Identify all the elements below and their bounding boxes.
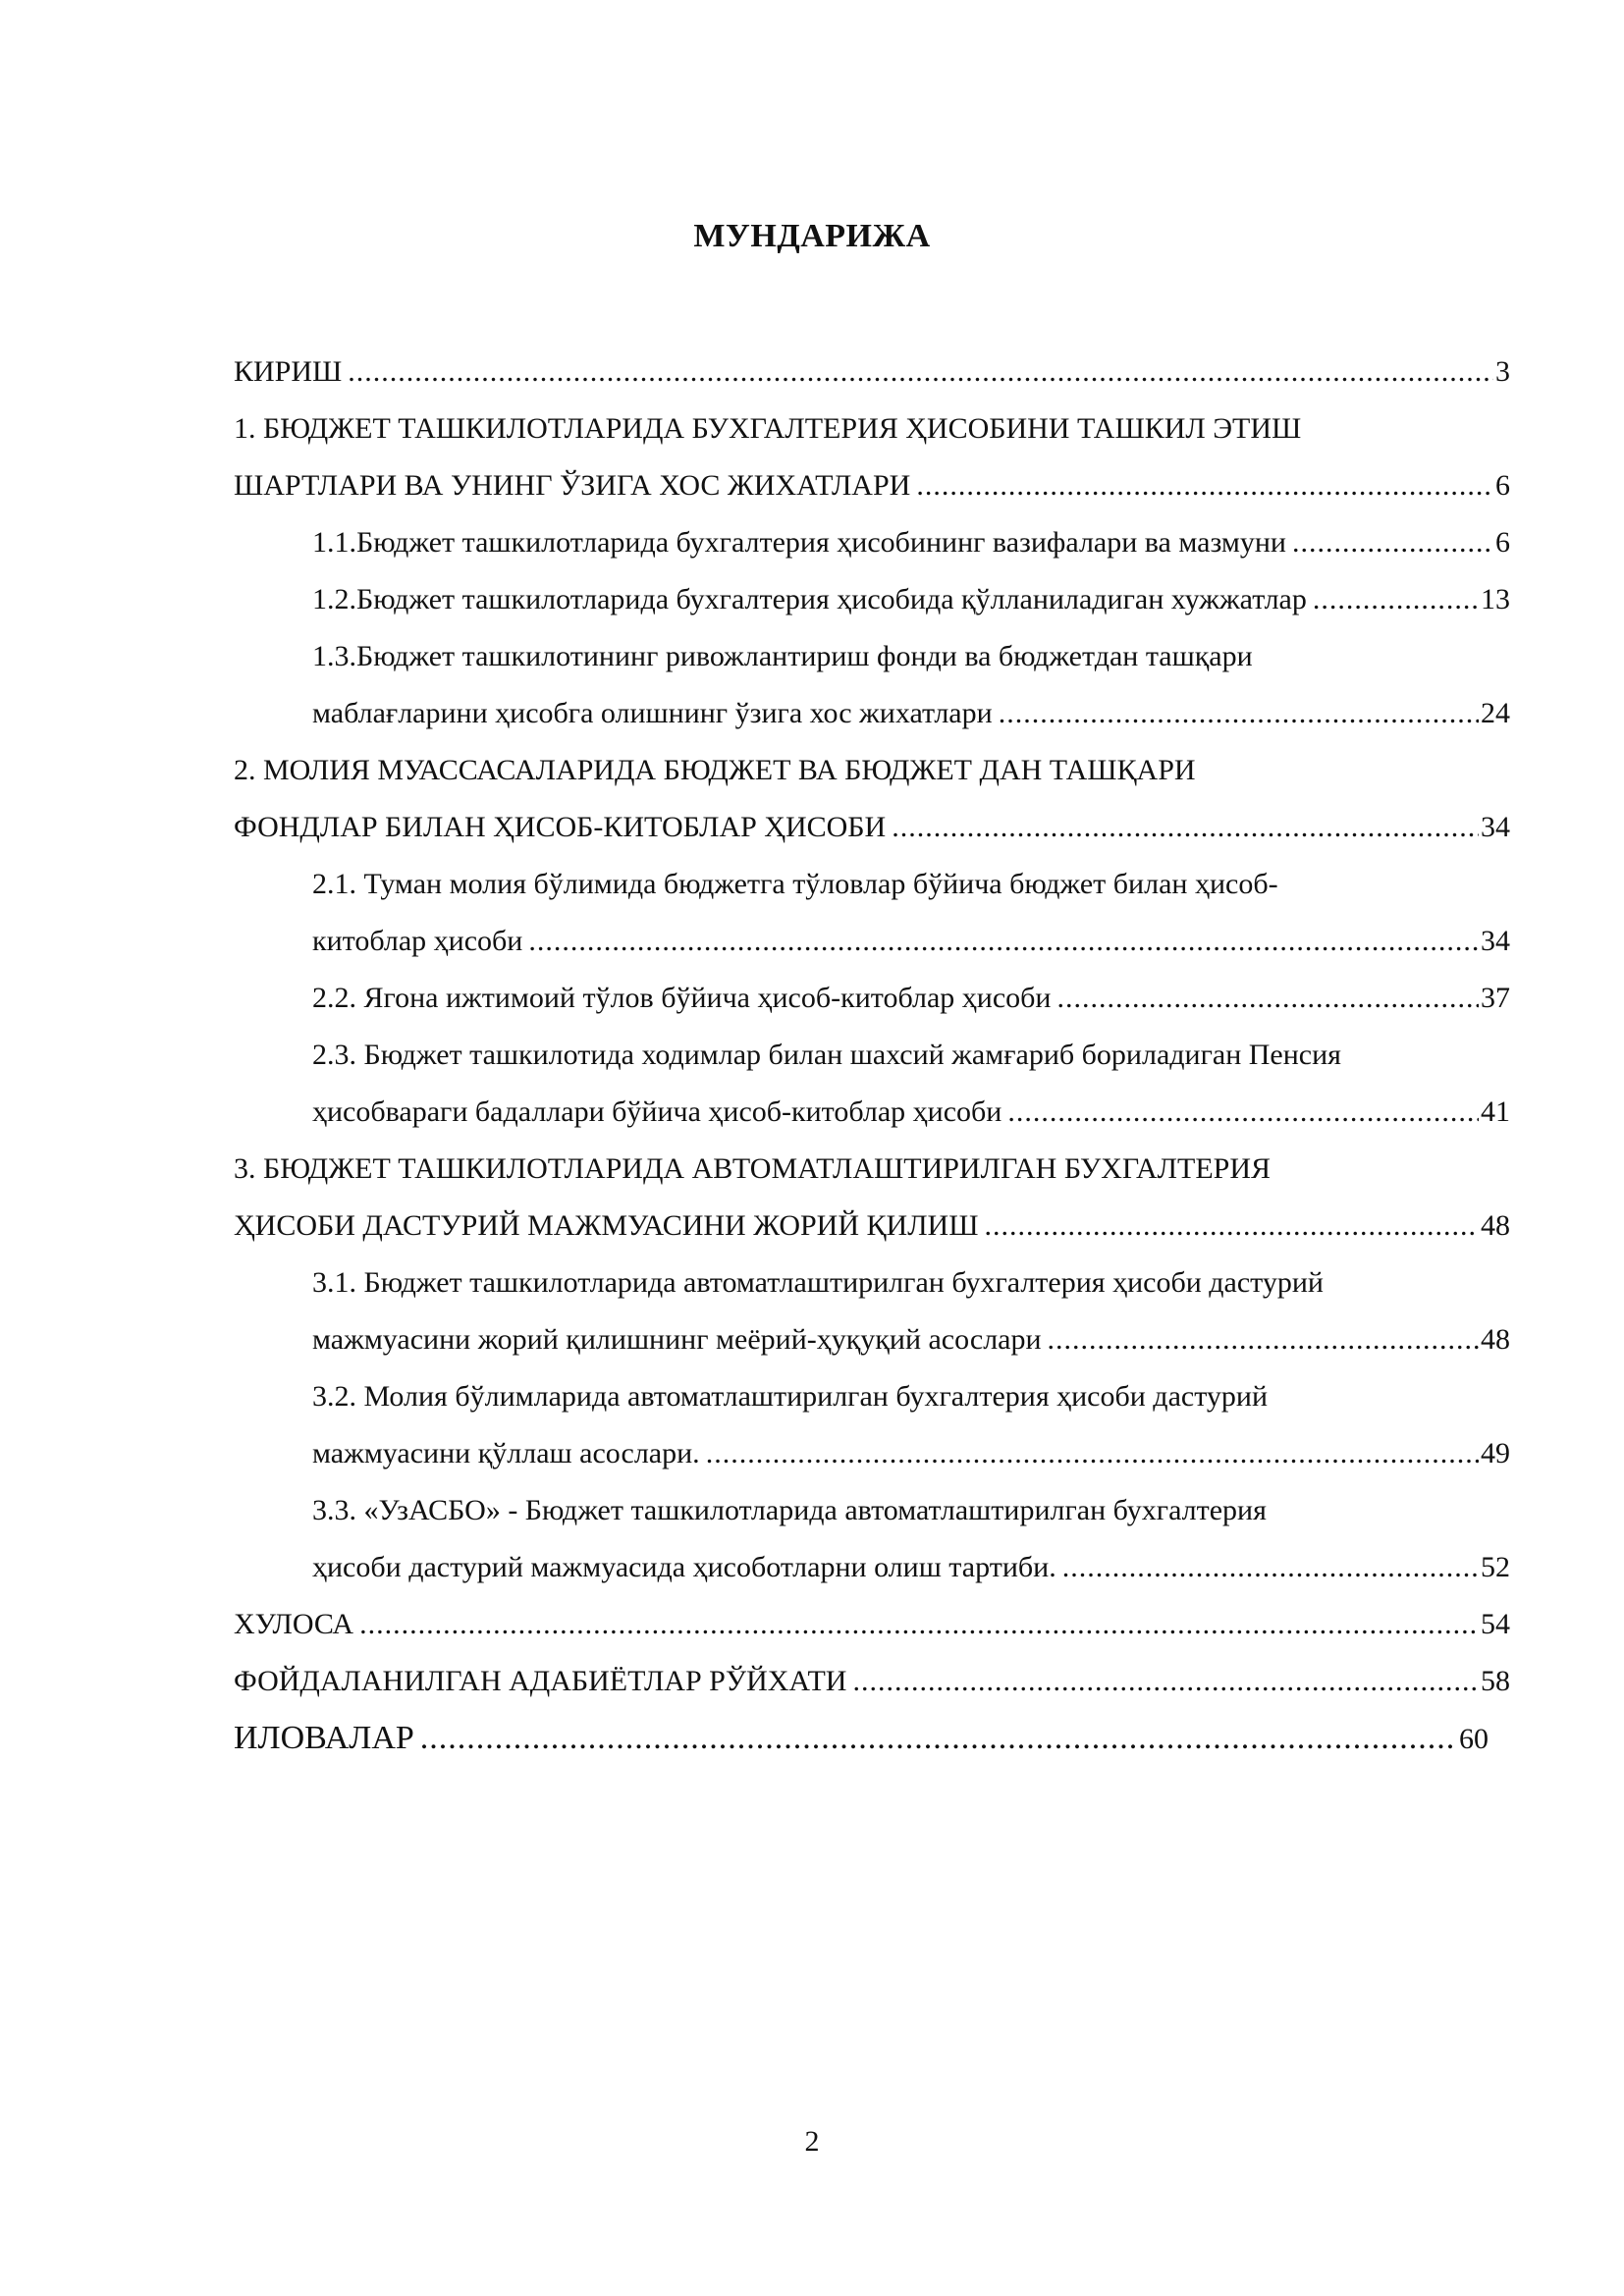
toc-entry-text: китоблар ҳисоби: [312, 925, 523, 957]
toc-entry-3-1-cont[interactable]: [234, 1311, 1510, 1368]
toc-entry-text: ШАРТЛАРИ ВА УНИНГ ЎЗИГА ХОС ЖИХАТЛАРИ: [234, 469, 911, 502]
dot-leader: [359, 1596, 1479, 1653]
dot-leader: [528, 913, 1479, 970]
dot-leader: [1313, 571, 1479, 628]
page-title: МУНДАРИЖА: [693, 218, 931, 254]
toc-page-number: 37: [1481, 982, 1510, 1014]
toc-entry-text: 1. БЮДЖЕТ ТАШКИЛОТЛАРИДА БУХГАЛТЕРИЯ ҲИСОБИНИ ТАШКИЛ ЭТИШ: [234, 412, 1302, 445]
dot-leader: [420, 1710, 1457, 1767]
toc-entry-text: ФОЙДАЛАНИЛГАН АДАБИЁТЛАР РЎЙХАТИ: [234, 1665, 847, 1697]
toc-page-number: 3: [1495, 355, 1510, 388]
toc-entry-1-1[interactable]: [234, 514, 1510, 571]
toc-entry-2-2[interactable]: [234, 970, 1510, 1027]
toc-entry-text: ХУЛОСА: [234, 1608, 354, 1640]
toc-page-number: 41: [1481, 1095, 1510, 1128]
toc-page-number: 49: [1481, 1437, 1510, 1469]
toc-page-number: 60: [1459, 1723, 1489, 1755]
toc-entry-3-2[interactable]: [234, 1368, 1510, 1425]
toc-entry-references[interactable]: [234, 1653, 1510, 1710]
toc-entry-chapter-2[interactable]: [234, 742, 1510, 799]
toc-entry-2-3-cont[interactable]: [234, 1084, 1510, 1141]
toc-entry-chapter-2-cont[interactable]: [234, 799, 1510, 856]
dot-leader: [984, 1198, 1479, 1255]
dot-leader: [1007, 1084, 1479, 1141]
toc-entry-1-3-cont[interactable]: [234, 685, 1510, 742]
toc-entry-text: маблағларини ҳисобга олишнинг ўзига хос жихатлари: [312, 697, 993, 729]
toc-entry-3-1[interactable]: [234, 1255, 1510, 1311]
dot-leader: [1062, 1539, 1479, 1596]
toc-entry-text: 3.3. «УзАСБО» - Бюджет ташкилотларида автоматлаштирилган бухгалтерия: [312, 1494, 1267, 1526]
toc-entry-text: 2.1. Туман молия бўлимида бюджетга тўловлар бўйича бюджет билан ҳисоб-: [312, 868, 1278, 900]
toc-entry-chapter-3-cont[interactable]: [234, 1198, 1510, 1255]
toc-page-number: 13: [1481, 583, 1510, 615]
toc-entry-chapter-1-cont[interactable]: [234, 457, 1510, 514]
toc-entry-text: мажмуасини жорий қилишнинг меёрий-ҳуқуқий асослари: [312, 1323, 1042, 1356]
toc-entry-text: 2.2. Ягона ижтимоий тўлов бўйича ҳисоб-китоблар ҳисоби: [312, 982, 1052, 1014]
toc-entry-1-3[interactable]: [234, 628, 1510, 685]
toc-entry-text: 1.3.Бюджет ташкилотининг ривожлантириш фонди ва бюджетдан ташқари: [312, 640, 1253, 672]
dot-leader: [1048, 1311, 1479, 1368]
toc-entry-2-1-cont[interactable]: [234, 913, 1510, 970]
toc-page-number: 58: [1481, 1665, 1510, 1697]
toc-entry-text: 3.2. Молия бўлимларида автоматлаштирилган бухгалтерия ҳисоби дастурий: [312, 1380, 1269, 1413]
dot-leader: [348, 344, 1493, 400]
toc-entry-text: 2.3. Бюджет ташкилотида ходимлар билан шахсий жамғариб бориладиган Пенсия: [312, 1039, 1341, 1071]
page-number: 2: [804, 2125, 820, 2158]
toc-entry-3-2-cont[interactable]: [234, 1425, 1510, 1482]
toc-entry-3-3[interactable]: [234, 1482, 1510, 1539]
toc-entry-text: 3. БЮДЖЕТ ТАШКИЛОТЛАРИДА АВТОМАТЛАШТИРИЛГАН БУХГАЛТЕРИЯ: [234, 1152, 1272, 1185]
toc-entry-conclusion[interactable]: [234, 1596, 1510, 1653]
dot-leader: [852, 1653, 1479, 1710]
dot-leader: [892, 799, 1479, 856]
dot-leader: [999, 685, 1479, 742]
toc-page-number: 34: [1481, 811, 1510, 843]
dot-leader: [706, 1425, 1479, 1482]
dot-leader: [916, 457, 1493, 514]
toc-page-number: 48: [1481, 1323, 1510, 1356]
toc-page-number: 6: [1495, 526, 1510, 559]
toc-page-number: 34: [1481, 925, 1510, 957]
toc-entry-3-3-cont[interactable]: [234, 1539, 1510, 1596]
dot-leader: [1056, 970, 1479, 1027]
toc-entry-text: 2. МОЛИЯ МУАССАСАЛАРИДА БЮДЖЕТ ВА БЮДЖЕТ ДАН ТАШҚАРИ: [234, 754, 1196, 786]
toc-entry-text: 1.1.Бюджет ташкилотларида бухгалтерия ҳисобининг вазифалари ва мазмуни: [312, 526, 1286, 559]
toc-entry-2-1[interactable]: [234, 856, 1510, 913]
dot-leader: [1292, 514, 1493, 571]
toc-entry-text: 1.2.Бюджет ташкилотларида бухгалтерия ҳисобида қўлланиладиган хужжатлар: [312, 583, 1307, 615]
toc-entry-1-2[interactable]: [234, 571, 1510, 628]
toc-entry-text: ИЛОВАЛАР: [234, 1720, 414, 1756]
toc-entry-chapter-1[interactable]: [234, 400, 1510, 457]
toc-entry-text: ҳисобвараги бадаллари бўйича ҳисоб-китоблар ҳисоби: [312, 1095, 1002, 1128]
toc-entry-text: КИРИШ: [234, 355, 343, 388]
toc-entry-text: ФОНДЛАР БИЛАН ҲИСОБ-КИТОБЛАР ҲИСОБИ: [234, 811, 887, 843]
toc-page-number: 54: [1481, 1608, 1510, 1640]
table-of-contents: [234, 344, 1510, 1767]
toc-entry-text: 3.1. Бюджет ташкилотларида автоматлаштирилган бухгалтерия ҳисоби дастурий: [312, 1266, 1324, 1299]
toc-entry-appendices[interactable]: [234, 1710, 1510, 1767]
toc-entry-text: ҳисоби дастурий мажмуасида ҳисоботларни олиш тартиби.: [312, 1551, 1056, 1583]
toc-page-number: 6: [1495, 469, 1510, 502]
toc-page-number: 48: [1481, 1209, 1510, 1242]
toc-page-number: 24: [1481, 697, 1510, 729]
toc-page-number: 52: [1481, 1551, 1510, 1583]
toc-entry-chapter-3[interactable]: [234, 1141, 1510, 1198]
toc-entry-introduction[interactable]: [234, 344, 1510, 400]
toc-entry-text: мажмуасини қўллаш асослари.: [312, 1437, 700, 1469]
toc-entry-text: ҲИСОБИ ДАСТУРИЙ МАЖМУАСИНИ ЖОРИЙ ҚИЛИШ: [234, 1209, 979, 1242]
toc-entry-2-3[interactable]: [234, 1027, 1510, 1084]
